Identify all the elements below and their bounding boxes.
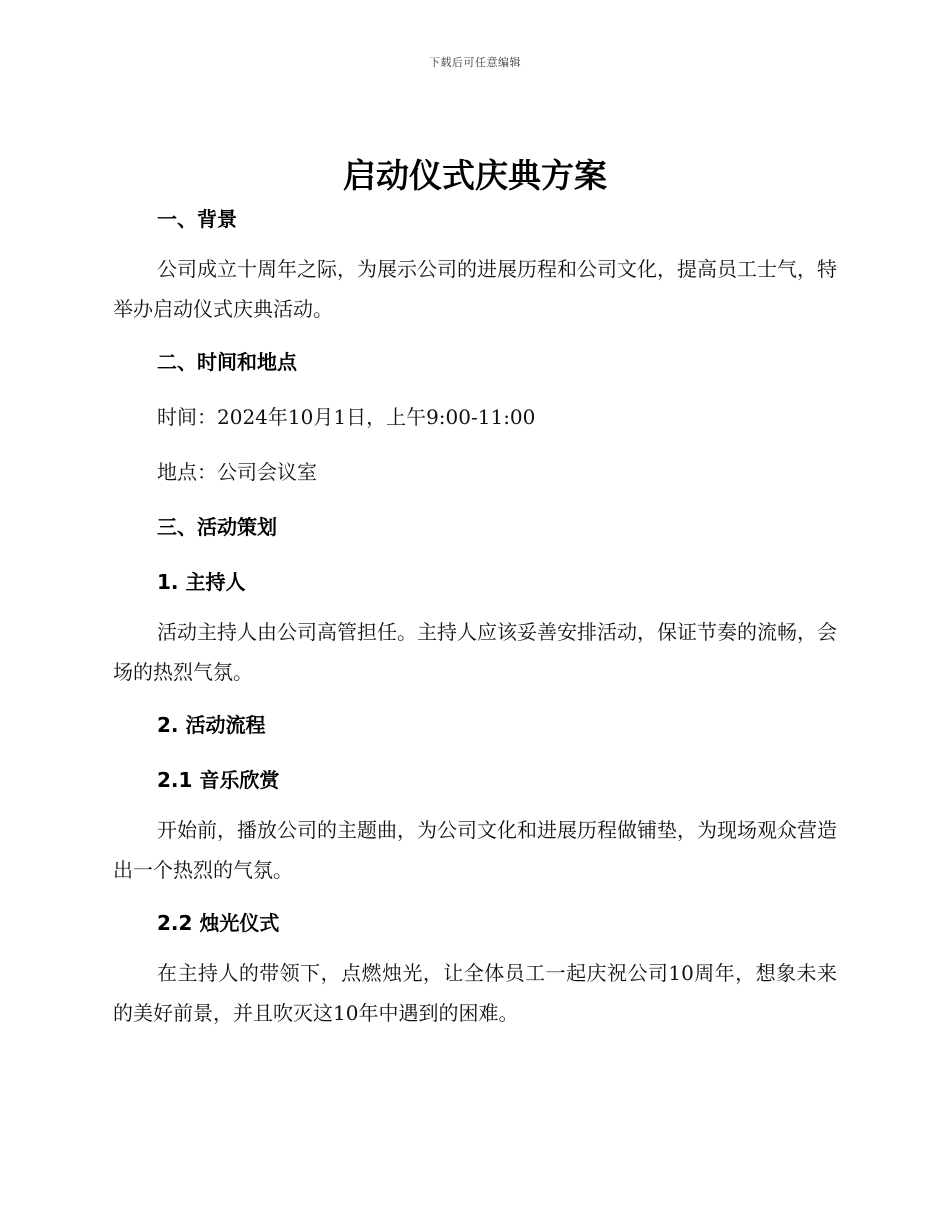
subheading-music: 2.1 音乐欣赏 bbox=[157, 768, 280, 792]
time-line: 时间：2024年10月1日，上午9:00-11:00 bbox=[157, 405, 536, 429]
paragraph-background: 公司成立十周年之际，为展示公司的进展历程和公司文化，提高员工士气，特举办启动仪式庆典活动。 bbox=[113, 257, 837, 321]
place-line: 地点：公司会议室 bbox=[157, 460, 317, 484]
section-heading-time-place: 二、时间和地点 bbox=[157, 350, 297, 374]
section-heading-background: 一、背景 bbox=[157, 207, 237, 231]
subheading-flow: 2. 活动流程 bbox=[157, 713, 266, 737]
document-body bbox=[113, 200, 837, 1033]
document-title: 启动仪式庆典方案 bbox=[343, 156, 607, 195]
subheading-host: 1. 主持人 bbox=[157, 570, 246, 594]
header-note: 下载后可任意编辑 bbox=[429, 56, 521, 69]
section-heading-planning: 三、活动策划 bbox=[157, 515, 277, 539]
paragraph-candle: 在主持人的带领下，点燃烛光，让全体员工一起庆祝公司10周年，想象未来的美好前景，并且吹灭这10年中遇到的困难。 bbox=[113, 961, 837, 1025]
subheading-candle: 2.2 烛光仪式 bbox=[157, 911, 280, 935]
paragraph-music: 开始前，播放公司的主题曲，为公司文化和进展历程做铺垫，为现场观众营造出一个热烈的气氛。 bbox=[113, 818, 837, 882]
paragraph-host: 活动主持人由公司高管担任。主持人应该妥善安排活动，保证节奏的流畅，会场的热烈气氛。 bbox=[113, 620, 837, 684]
